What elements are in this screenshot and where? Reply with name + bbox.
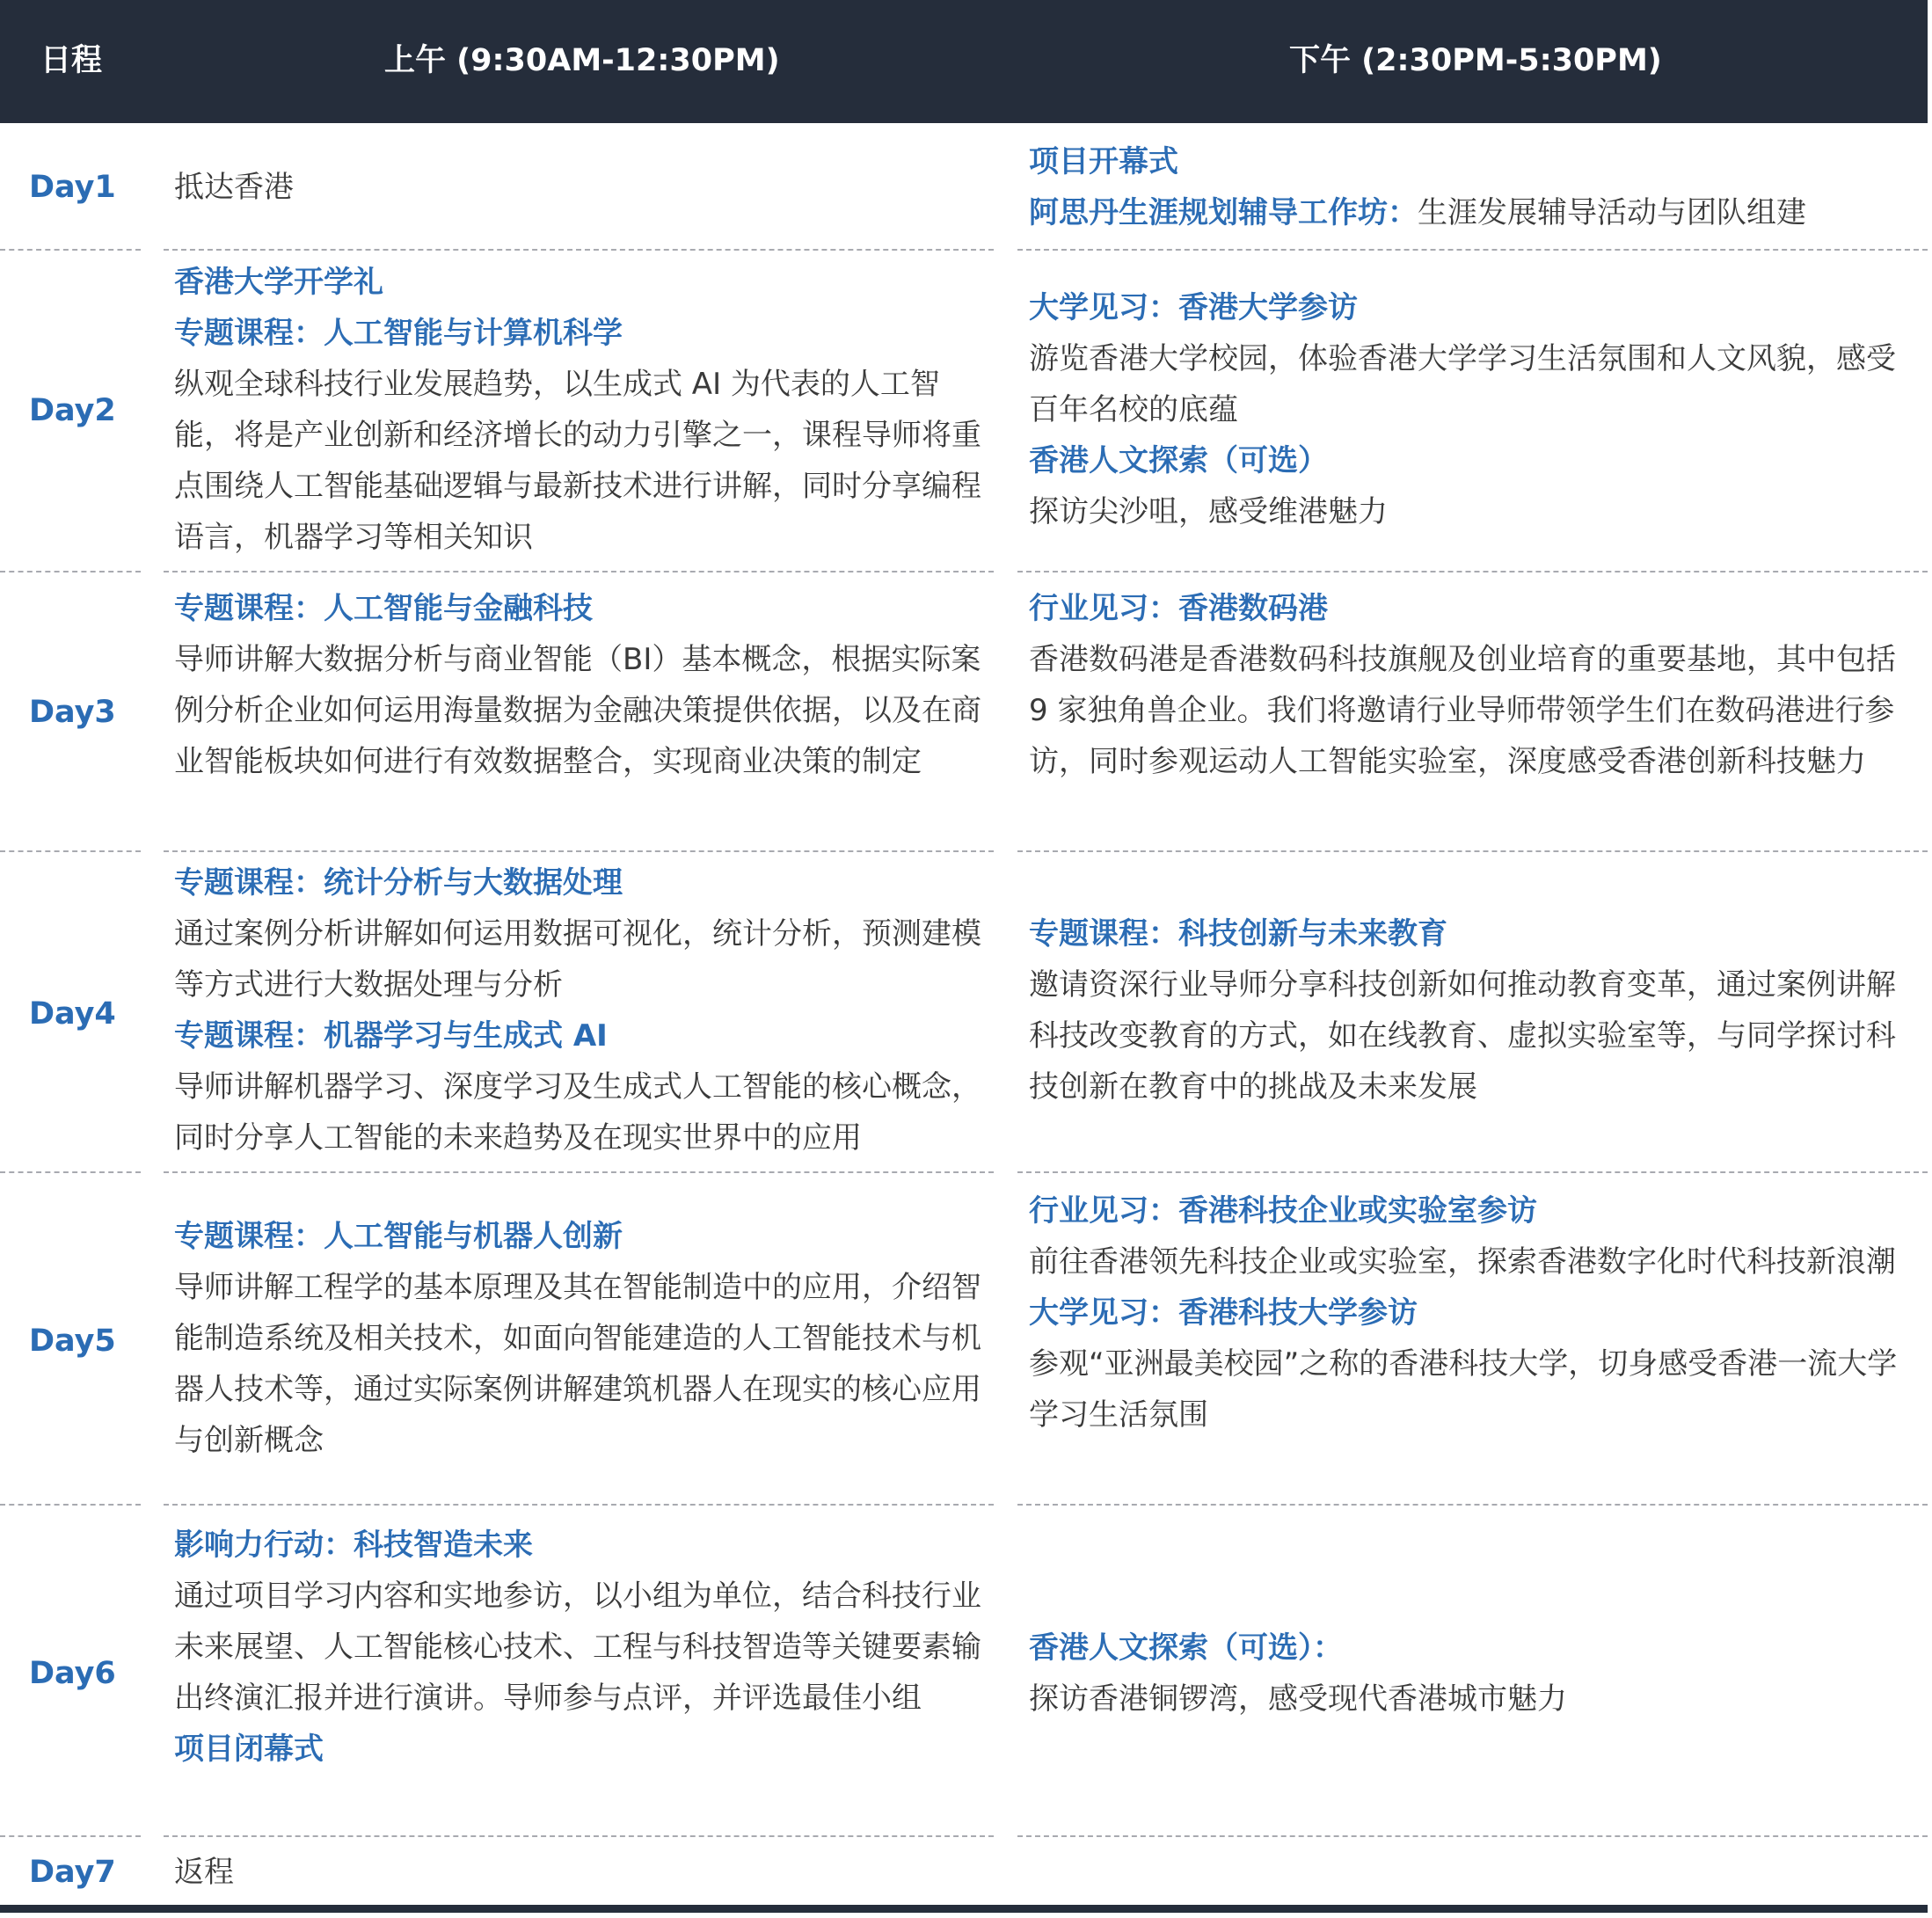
morning-cell <box>174 583 994 787</box>
cell-heading: 项目开幕式 <box>1029 144 1178 179</box>
cell-heading: 专题课程：机器学习与生成式 AI <box>174 1018 608 1054</box>
cell-text: 通过项目学习内容和实地参访，以小组为单位，结合科技行业未来展望、人工智能核心技术、工程与科技智造等关键要素输出终演汇报并进行演讲。导师参与点评，并评选最佳小组 <box>174 1579 981 1716</box>
cell-text: 抵达香港 <box>174 170 294 205</box>
cell-heading: 专题课程：科技创新与未来教育 <box>1029 916 1447 952</box>
day-label: Day6 <box>29 1656 116 1691</box>
cell-heading: 大学见习：香港大学参访 <box>1029 290 1358 325</box>
cell-text: 通过案例分析讲解如何运用数据可视化，统计分析，预测建模等方式进行大数据处理与分析 <box>174 916 981 1003</box>
cell-text <box>1029 187 1908 238</box>
cell-heading: 影响力行动：科技智造未来 <box>174 1528 533 1563</box>
morning-cell <box>174 162 994 213</box>
table-bottom-border <box>0 1905 1928 1913</box>
cell-text: 前往香港领先科技企业或实验室，探索香港数字化时代科技新浪潮 <box>1029 1244 1896 1280</box>
row-divider <box>0 850 141 852</box>
cell-heading: 香港人文探索（可选） <box>1029 443 1328 478</box>
cell-heading-inline: 阿思丹生涯规划辅导工作坊： <box>1029 195 1418 230</box>
row-divider <box>0 249 141 251</box>
day-label: Day7 <box>29 1855 116 1890</box>
afternoon-cell <box>1029 136 1908 238</box>
cell-text: 游览香港大学校园，体验香港大学学习生活氛围和人文风貌，感受百年名校的底蕴 <box>1029 341 1896 427</box>
cell-heading: 专题课程：人工智能与机器人创新 <box>174 1219 623 1254</box>
cell-text: 参观“亚洲最美校园”之称的香港科技大学，切身感受香港一流大学学习生活氛围 <box>1029 1346 1898 1433</box>
cell-text: 导师讲解工程学的基本原理及其在智能制造中的应用，介绍智能制造系统及相关技术，如面向智能建造的人工智能技术与机器人技术等，通过实际案例讲解建筑机器人在现实的核心应用与创新概念 <box>174 1270 981 1458</box>
cell-heading: 专题课程：人工智能与金融科技 <box>174 591 593 626</box>
cell-heading: 专题课程：人工智能与计算机科学 <box>174 316 623 351</box>
morning-cell <box>174 1211 994 1466</box>
row-divider <box>0 1171 141 1173</box>
morning-cell <box>174 1847 994 1898</box>
row-divider <box>164 1835 994 1837</box>
row-divider <box>164 571 994 572</box>
row-divider <box>1017 249 1928 251</box>
row-divider <box>164 1171 994 1173</box>
cell-text: 导师讲解大数据分析与商业智能（BI）基本概念，根据实际案例分析企业如何运用海量数据为金融决策提供依据，以及在商业智能板块如何进行有效数据整合，实现商业决策的制定 <box>174 642 981 779</box>
day-label: Day5 <box>29 1324 116 1359</box>
header-morning: 上午 (9:30AM-12:30PM) <box>384 43 780 78</box>
afternoon-cell <box>1029 1623 1908 1725</box>
day-label: Day4 <box>29 996 116 1032</box>
cell-heading: 大学见习：香港科技大学参访 <box>1029 1295 1418 1331</box>
cell-heading: 行业见习：香港数码港 <box>1029 591 1328 626</box>
header-day: 日程 <box>40 43 103 78</box>
cell-heading: 专题课程：统计分析与大数据处理 <box>174 865 623 901</box>
cell-text: 返程 <box>174 1855 234 1890</box>
row-divider <box>0 1504 141 1506</box>
cell-text: 探访尖沙咀，感受维港魅力 <box>1029 494 1388 529</box>
header-afternoon: 下午 (2:30PM-5:30PM) <box>1289 43 1662 78</box>
row-divider <box>0 571 141 572</box>
cell-text-inline: 生涯发展辅导活动与团队组建 <box>1418 195 1806 230</box>
cell-text: 纵观全球科技行业发展趋势，以生成式 AI 为代表的人工智能，将是产业创新和经济增长的动力引擎之一，课程导师将重点围绕人工智能基础逻辑与最新技术进行讲解，同时分享编程语言，机器学习等相关知识 <box>174 367 981 555</box>
afternoon-cell <box>1029 282 1908 537</box>
row-divider <box>1017 571 1928 572</box>
afternoon-cell <box>1029 583 1908 787</box>
row-divider <box>1017 1171 1928 1173</box>
cell-heading: 行业见习：香港科技企业或实验室参访 <box>1029 1193 1537 1229</box>
row-divider <box>1017 850 1928 852</box>
day-label: Day2 <box>29 393 116 428</box>
day-label: Day3 <box>29 695 116 730</box>
table-header <box>0 0 1928 123</box>
cell-heading: 香港人文探索（可选）： <box>1029 1630 1343 1666</box>
morning-cell <box>174 857 994 1163</box>
morning-cell <box>174 1520 994 1775</box>
cell-heading: 香港大学开学礼 <box>174 265 383 300</box>
row-divider <box>164 249 994 251</box>
row-divider <box>1017 1504 1928 1506</box>
day-label: Day1 <box>29 170 116 205</box>
cell-heading: 项目闭幕式 <box>174 1732 324 1767</box>
cell-text: 探访香港铜锣湾，感受现代香港城市魅力 <box>1029 1681 1567 1717</box>
cell-text: 香港数码港是香港数码科技旗舰及创业培育的重要基地，其中包括 9 家独角兽企业。我们将邀请行业导师带领学生们在数码港进行参访，同时参观运动人工智能实验室，深度感受香港创新科技魅力 <box>1029 642 1896 779</box>
row-divider <box>164 1504 994 1506</box>
afternoon-cell <box>1029 908 1908 1112</box>
morning-cell <box>174 257 994 563</box>
row-divider <box>0 1835 141 1837</box>
row-divider <box>1017 1835 1928 1837</box>
cell-text: 导师讲解机器学习、深度学习及生成式人工智能的核心概念，同时分享人工智能的未来趋势及在现实世界中的应用 <box>174 1069 981 1156</box>
afternoon-cell <box>1029 1185 1908 1440</box>
cell-text: 邀请资深行业导师分享科技创新如何推动教育变革，通过案例讲解科技改变教育的方式，如在线教育、虚拟实验室等，与同学探讨科技创新在教育中的挑战及未来发展 <box>1029 967 1896 1105</box>
row-divider <box>164 850 994 852</box>
